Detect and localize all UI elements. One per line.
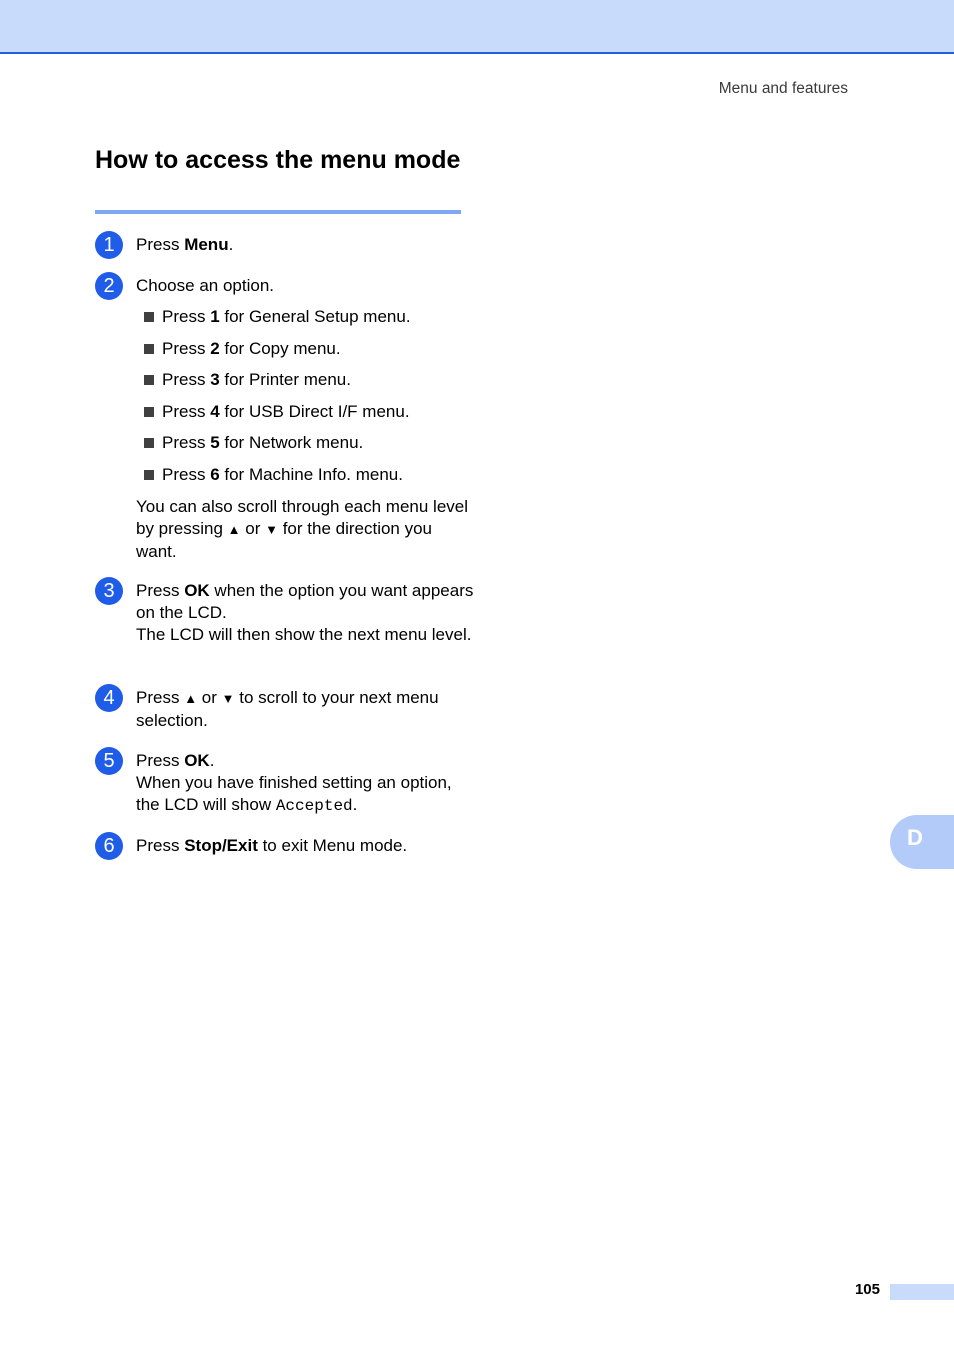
footer-bar — [890, 1284, 954, 1300]
step-4 — [95, 684, 475, 732]
list-item: Press 4 for USB Direct I/F menu. — [136, 401, 475, 433]
list-item: Press 1 for General Setup menu. — [136, 306, 475, 338]
square-bullet-icon — [144, 375, 154, 385]
step-2 — [95, 272, 475, 563]
up-arrow-icon: ▲ — [184, 691, 198, 706]
scroll-note: You can also scroll through each menu level by pressing ▲ or ▼ for the direction you want. — [136, 496, 469, 561]
step-text: Press Menu. — [136, 235, 234, 254]
step-text: Choose an option. Press 1 for General Setup menu. Press 2 for Copy menu. Press 3 for Printer menu. Press 4 for USB Direct I/F menu. Press 5 for Network menu. Press 6 for Machine Info. menu. You can also scroll through each menu level by pressing ▲ or ▼ for the direction you want. — [136, 272, 475, 563]
chapter-tab — [890, 815, 954, 869]
running-header: Menu and features — [718, 80, 848, 97]
square-bullet-icon — [144, 344, 154, 354]
step-5 — [95, 747, 475, 817]
step-1 — [95, 231, 475, 256]
up-arrow-icon: ▲ — [227, 521, 241, 537]
square-bullet-icon — [144, 407, 154, 417]
title-underline — [95, 210, 461, 214]
step-text: Press OK. When you have finished setting an option, the LCD will show Accepted. — [136, 751, 452, 815]
section-title: How to access the menu mode — [95, 146, 461, 174]
key-label: OK — [184, 751, 210, 770]
step-number-badge: 4 — [95, 684, 123, 712]
list-item: Press 6 for Machine Info. menu. — [136, 464, 475, 496]
step-number-badge: 3 — [95, 577, 123, 605]
option-list — [136, 306, 475, 496]
step-text: Press Stop/Exit to exit Menu mode. — [136, 836, 408, 855]
key-label: Stop/Exit — [184, 836, 258, 855]
list-item: Press 2 for Copy menu. — [136, 338, 475, 370]
step-number-badge: 6 — [95, 832, 123, 860]
step-number-badge: 1 — [95, 231, 123, 259]
down-arrow-icon: ▼ — [265, 521, 278, 537]
square-bullet-icon — [144, 312, 154, 322]
square-bullet-icon — [144, 470, 154, 480]
key-label: OK — [184, 581, 210, 600]
chapter-letter: D — [907, 825, 923, 850]
square-bullet-icon — [144, 438, 154, 448]
step-text: Press OK when the option you want appears on the LCD. The LCD will then show the next menu level. — [136, 581, 474, 644]
step-6 — [95, 832, 475, 857]
page-number: 105 — [854, 1281, 880, 1298]
step-text: Press ▲ or ▼ to scroll to your next menu selection. — [136, 688, 439, 730]
list-item: Press 3 for Printer menu. — [136, 369, 475, 401]
top-header-band — [0, 0, 954, 54]
step-number-badge: 2 — [95, 272, 123, 300]
step-3 — [95, 577, 475, 646]
step-number-badge: 5 — [95, 747, 123, 775]
lcd-text: Accepted — [275, 797, 353, 815]
list-item: Press 5 for Network menu. — [136, 432, 475, 464]
key-label: Menu — [184, 235, 229, 254]
down-arrow-icon: ▼ — [221, 691, 235, 706]
